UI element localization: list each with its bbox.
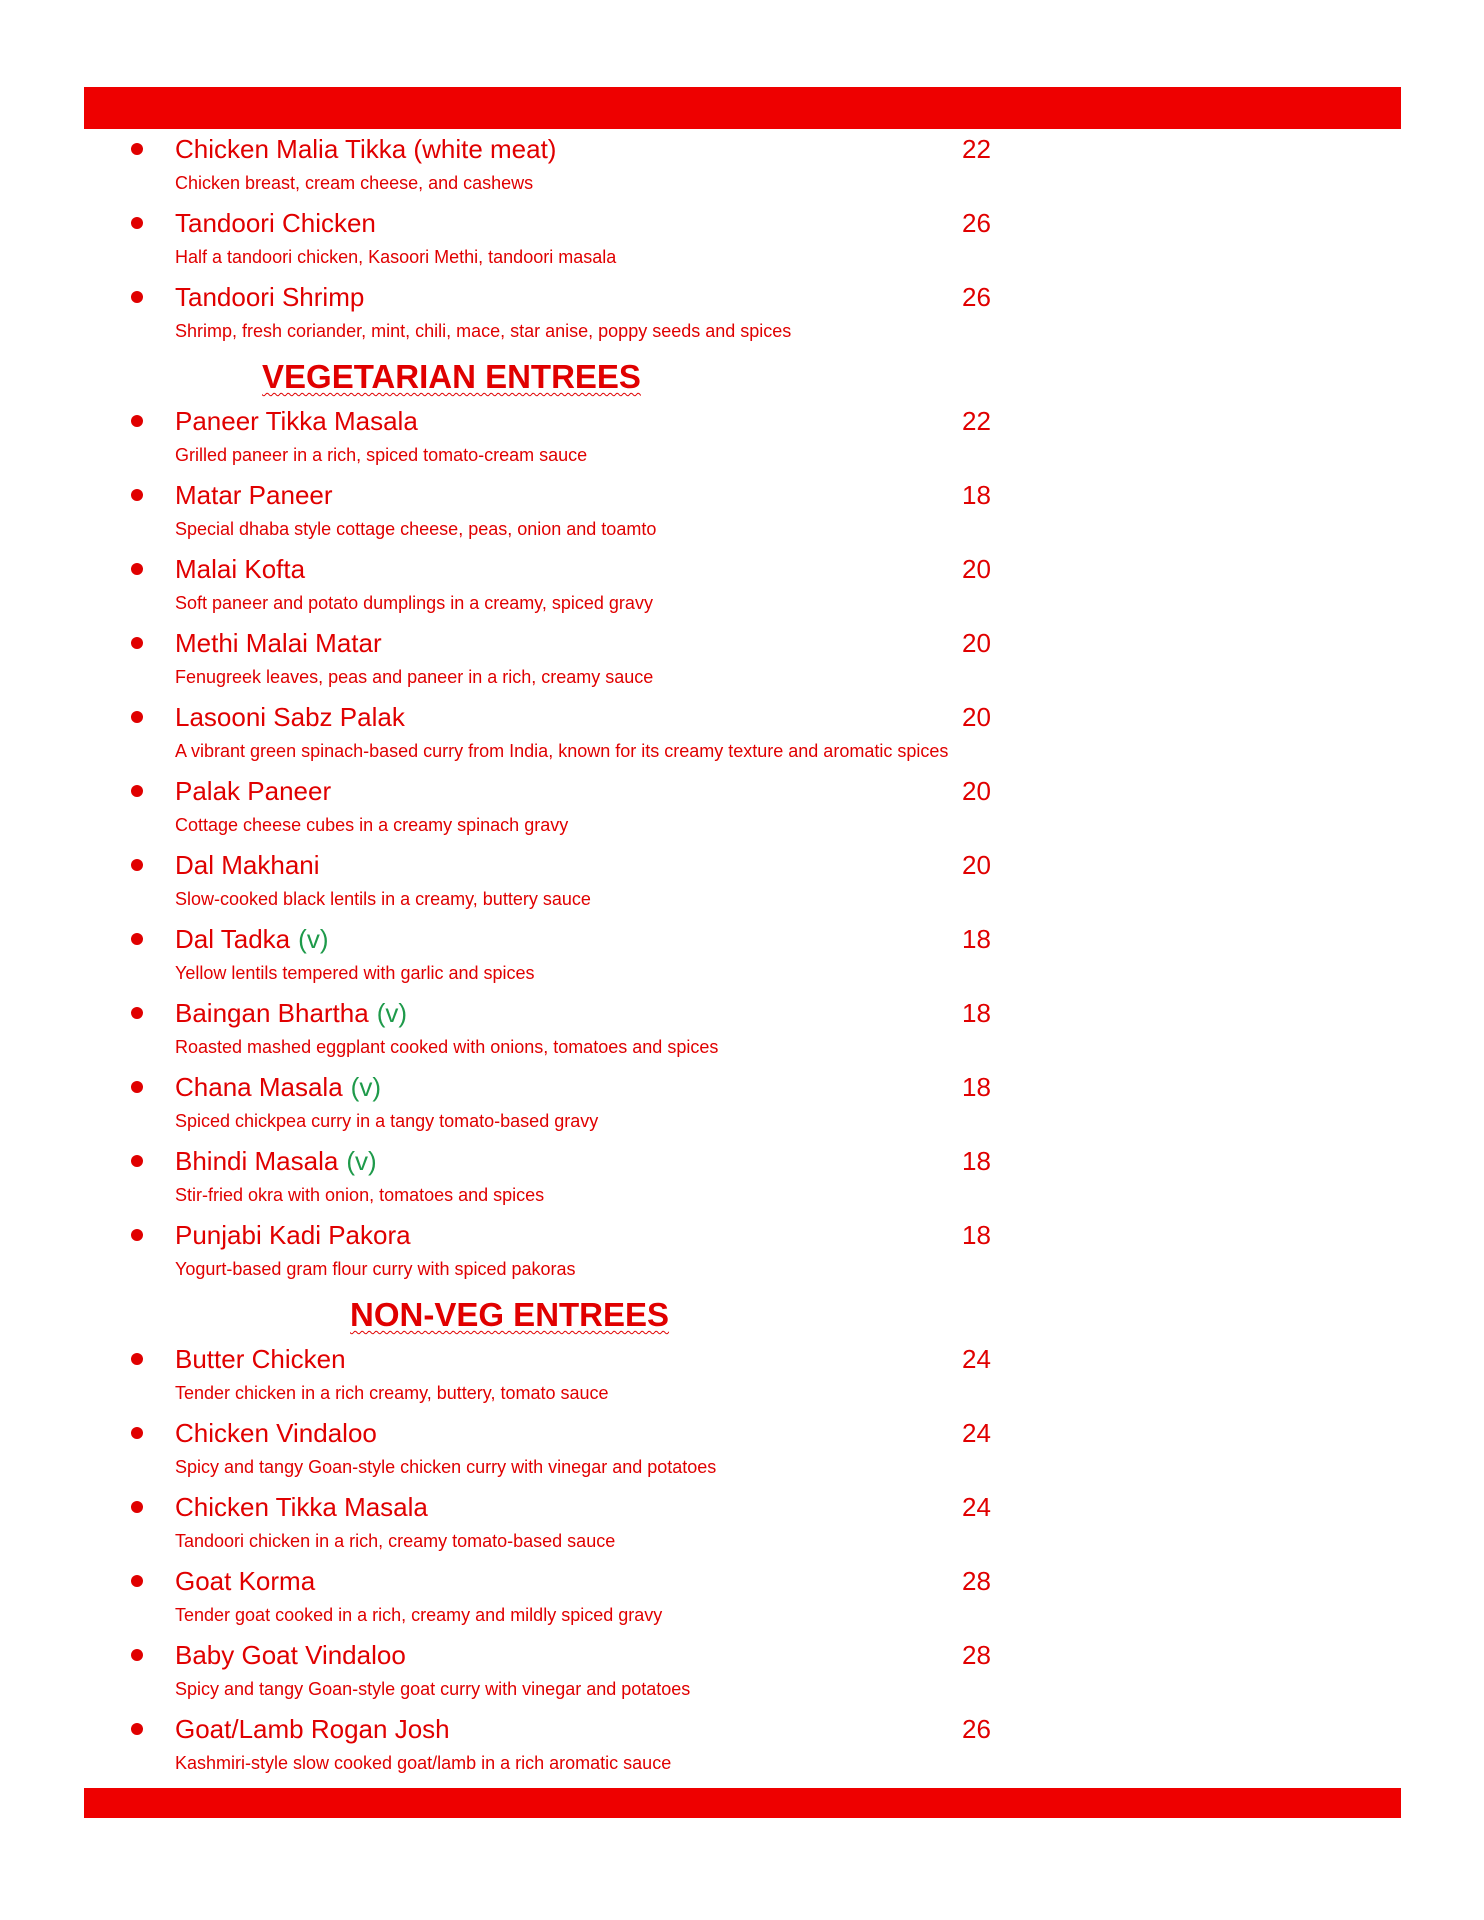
- top-items-list: [0, 131, 1484, 353]
- item-description: Half a tandoori chicken, Kasoori Methi, tandoori masala: [175, 247, 617, 267]
- item-description: Fenugreek leaves, peas and paneer in a rich, creamy sauce: [175, 667, 654, 687]
- item-price: 18: [962, 1220, 991, 1250]
- bullet-icon: [131, 1427, 143, 1439]
- bullet-icon: [131, 1007, 143, 1019]
- item-price: 26: [962, 1714, 991, 1744]
- menu-item: [0, 551, 1484, 625]
- bottom-red-band: [84, 1788, 1401, 1818]
- item-name: [175, 699, 405, 735]
- item-description: Tender goat cooked in a rich, creamy and mildly spiced gravy: [175, 1605, 663, 1625]
- item-name: [175, 921, 328, 957]
- bullet-icon: [131, 637, 143, 649]
- vegetarian-items-list: [0, 403, 1484, 1291]
- menu-item: [0, 1217, 1484, 1291]
- item-name-text: Dal Tadka: [175, 924, 291, 954]
- menu-item: [0, 921, 1484, 995]
- item-name: [175, 477, 333, 513]
- item-name: [175, 403, 418, 439]
- item-name-text: Tandoori Chicken: [175, 208, 376, 238]
- item-description: Cottage cheese cubes in a creamy spinach gravy: [175, 815, 569, 835]
- item-price: 18: [962, 998, 991, 1028]
- item-price: 24: [962, 1418, 991, 1448]
- item-name-text: Malai Kofta: [175, 554, 306, 584]
- item-price: 22: [962, 134, 991, 164]
- item-name: [175, 1069, 381, 1105]
- item-price: 20: [962, 776, 991, 806]
- item-price: 28: [962, 1566, 991, 1596]
- bullet-icon: [131, 711, 143, 723]
- item-description: Kashmiri-style slow cooked goat/lamb in a rich aromatic sauce: [175, 1753, 672, 1773]
- item-description: Stir-fried okra with onion, tomatoes and spices: [175, 1185, 545, 1205]
- item-name: [175, 847, 320, 883]
- vegan-tag: (v): [376, 998, 408, 1028]
- item-name: [175, 205, 376, 241]
- menu-item: [0, 131, 1484, 205]
- item-description: Tender chicken in a rich creamy, buttery, tomato sauce: [175, 1383, 609, 1403]
- item-name-text: Chicken Tikka Masala: [175, 1492, 428, 1522]
- vegan-tag: (v): [350, 1072, 381, 1102]
- item-price: 20: [962, 628, 991, 658]
- bullet-icon: [131, 933, 143, 945]
- item-name-text: Baingan Bhartha: [175, 998, 369, 1028]
- item-price: 18: [962, 1072, 991, 1102]
- non-veg-entrees-heading: [0, 1291, 1484, 1341]
- item-description: Shrimp, fresh coriander, mint, chili, mace, star anise, poppy seeds and spices: [175, 321, 792, 341]
- item-name: [175, 1143, 377, 1179]
- menu-item: [0, 847, 1484, 921]
- bullet-icon: [131, 563, 143, 575]
- bullet-icon: [131, 859, 143, 871]
- item-description: Special dhaba style cottage cheese, peas, onion and toamto: [175, 519, 657, 539]
- menu-item: [0, 1341, 1484, 1415]
- item-description: Soft paneer and potato dumplings in a creamy, spiced gravy: [175, 593, 653, 613]
- item-price: 22: [962, 406, 991, 436]
- item-price: 26: [962, 282, 991, 312]
- menu-page: [0, 131, 1484, 1785]
- bullet-icon: [131, 1353, 143, 1365]
- item-name-text: Goat Korma: [175, 1566, 316, 1596]
- item-name: [175, 1637, 406, 1673]
- bullet-icon: [131, 415, 143, 427]
- item-price: 20: [962, 702, 991, 732]
- section-title: NON-VEG ENTREES: [350, 1296, 670, 1333]
- item-description: Tandoori chicken in a rich, creamy tomato-based sauce: [175, 1531, 616, 1551]
- item-name: [175, 551, 305, 587]
- item-name-text: Goat/Lamb Rogan Josh: [175, 1714, 450, 1744]
- bullet-icon: [131, 1723, 143, 1735]
- item-name: [175, 1217, 411, 1253]
- item-name: [175, 995, 407, 1031]
- item-description: Roasted mashed eggplant cooked with onions, tomatoes and spices: [175, 1037, 719, 1057]
- item-price: 28: [962, 1640, 991, 1670]
- item-description: Spiced chickpea curry in a tangy tomato-based gravy: [175, 1111, 599, 1131]
- item-description: Grilled paneer in a rich, spiced tomato-cream sauce: [175, 445, 588, 465]
- item-description: Yogurt-based gram flour curry with spiced pakoras: [175, 1259, 576, 1279]
- vegetarian-entrees-heading: [0, 353, 1484, 403]
- bullet-icon: [131, 217, 143, 229]
- bullet-icon: [131, 785, 143, 797]
- item-name: [175, 773, 331, 809]
- item-name-text: Lasooni Sabz Palak: [175, 702, 405, 732]
- item-name-text: Chicken Vindaloo: [175, 1418, 377, 1448]
- menu-item: [0, 1489, 1484, 1563]
- item-description: Spicy and tangy Goan-style goat curry with vinegar and potatoes: [175, 1679, 691, 1699]
- item-price: 26: [962, 208, 991, 238]
- menu-item: [0, 205, 1484, 279]
- item-name: [175, 1415, 377, 1451]
- item-name-text: Butter Chicken: [175, 1344, 346, 1374]
- item-name-text: Baby Goat Vindaloo: [175, 1640, 406, 1670]
- item-name-text: Chana Masala: [175, 1072, 343, 1102]
- menu-item: [0, 477, 1484, 551]
- item-name: [175, 1563, 315, 1599]
- item-description: Slow-cooked black lentils in a creamy, buttery sauce: [175, 889, 591, 909]
- menu-item: [0, 1143, 1484, 1217]
- bullet-icon: [131, 1649, 143, 1661]
- item-price: 24: [962, 1492, 991, 1522]
- menu-item: [0, 1637, 1484, 1711]
- item-name: [175, 131, 556, 167]
- vegan-tag: (v): [346, 1146, 377, 1176]
- menu-item: [0, 1069, 1484, 1143]
- menu-item: [0, 403, 1484, 477]
- item-description: Spicy and tangy Goan-style chicken curry with vinegar and potatoes: [175, 1457, 717, 1477]
- menu-item: [0, 773, 1484, 847]
- item-name-text: Paneer Tikka Masala: [175, 406, 418, 436]
- menu-item: [0, 279, 1484, 353]
- bullet-icon: [131, 1155, 143, 1167]
- bullet-icon: [131, 1229, 143, 1241]
- item-name-text: Palak Paneer: [175, 776, 332, 806]
- item-description: Yellow lentils tempered with garlic and spices: [175, 963, 535, 983]
- top-red-band: [84, 87, 1401, 129]
- item-name-text: Matar Paneer: [175, 480, 333, 510]
- item-price: 18: [962, 1146, 991, 1176]
- item-price: 20: [962, 850, 991, 880]
- section-title: VEGETARIAN ENTREES: [262, 358, 641, 395]
- item-price: 20: [962, 554, 991, 584]
- item-name: [175, 279, 364, 315]
- item-name-text: Punjabi Kadi Pakora: [175, 1220, 411, 1250]
- item-description: A vibrant green spinach-based curry from India, known for its creamy texture and aromatic spices: [175, 741, 949, 761]
- menu-item: [0, 995, 1484, 1069]
- item-name-text: Chicken Malia Tikka (white meat): [175, 134, 557, 164]
- item-name-text: Bhindi Masala: [175, 1146, 339, 1176]
- item-name: [175, 1341, 346, 1377]
- bullet-icon: [131, 143, 143, 155]
- bullet-icon: [131, 1575, 143, 1587]
- item-name-text: Dal Makhani: [175, 850, 320, 880]
- item-description: Chicken breast, cream cheese, and cashews: [175, 173, 534, 193]
- item-name-text: Methi Malai Matar: [175, 628, 382, 658]
- item-name: [175, 1489, 428, 1525]
- item-price: 18: [962, 924, 991, 954]
- item-name-text: Tandoori Shrimp: [175, 282, 365, 312]
- item-name: [175, 1711, 450, 1747]
- menu-item: [0, 699, 1484, 773]
- bullet-icon: [131, 1501, 143, 1513]
- menu-item: [0, 625, 1484, 699]
- bullet-icon: [131, 489, 143, 501]
- vegan-tag: (v): [298, 924, 329, 954]
- menu-item: [0, 1415, 1484, 1489]
- menu-item: [0, 1563, 1484, 1637]
- item-price: 24: [962, 1344, 991, 1374]
- non-veg-items-list: [0, 1341, 1484, 1785]
- item-price: 18: [962, 480, 991, 510]
- bullet-icon: [131, 291, 143, 303]
- item-name: [175, 625, 382, 661]
- bullet-icon: [131, 1081, 143, 1093]
- menu-item: [0, 1711, 1484, 1785]
